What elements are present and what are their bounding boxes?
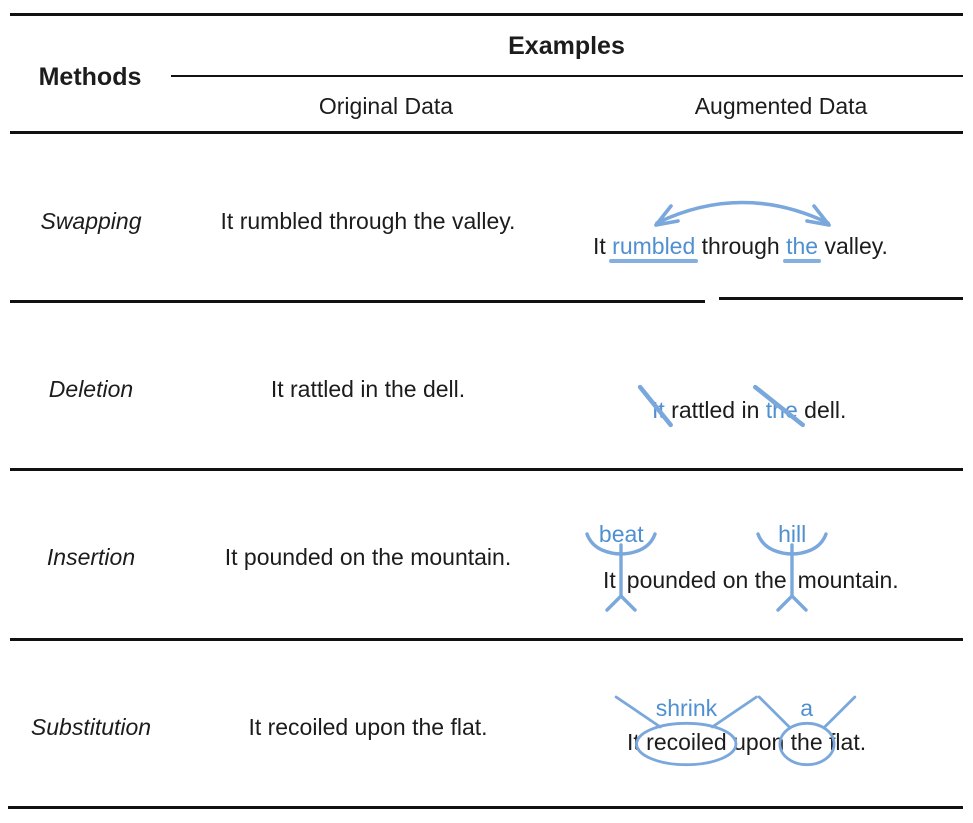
divider-deletion — [10, 468, 963, 471]
augmented-sentence-substitution — [627, 695, 867, 756]
method-label-swapping: Swapping — [40, 208, 142, 234]
strikethrough-icon — [638, 385, 673, 427]
insertion-point — [778, 521, 807, 588]
augmented-insertion-cell — [595, 515, 973, 625]
method-label-substitution: Substitution — [30, 714, 152, 740]
divider-swapping-right — [719, 297, 963, 300]
strikethrough-icon — [752, 385, 806, 427]
augmented-sentence-swapping — [593, 232, 888, 260]
examples-header: Examples — [508, 32, 625, 60]
original-sentence-insertion: It pounded on the mountain. — [224, 544, 512, 570]
examples-underline-rule — [171, 75, 963, 77]
sentence-token: mountain. — [797, 567, 899, 593]
inserted-word: beat — [598, 521, 644, 547]
deleted-word: the — [766, 396, 798, 424]
augmented-data-header: Augmented Data — [694, 93, 868, 119]
bottom-rule — [8, 806, 963, 809]
top-rule — [10, 13, 963, 16]
original-data-header: Original Data — [318, 93, 454, 119]
header-bottom-rule — [10, 131, 963, 134]
sentence-token: valley. — [818, 233, 888, 259]
inserted-word: hill — [778, 521, 807, 547]
original-sentence-substitution: It recoiled upon the flat. — [248, 714, 488, 740]
original-sentence-deletion: It rattled in the dell. — [270, 376, 466, 402]
methods-header: Methods — [38, 63, 142, 91]
method-label-deletion: Deletion — [48, 376, 134, 402]
augmented-deletion-cell — [640, 380, 960, 440]
sentence-token: It — [593, 233, 613, 259]
substituted-word: shrink recoiled — [646, 728, 727, 756]
sentence-token: flat. — [822, 729, 867, 755]
deleted-word: It — [652, 396, 665, 424]
augmented-sentence-deletion — [652, 396, 846, 424]
sentence-token: pounded on the — [626, 567, 787, 593]
augmented-swapping-cell — [585, 180, 965, 280]
substituted-word: a the — [791, 728, 823, 756]
sentence-token: upon — [726, 729, 791, 755]
divider-swapping-left — [10, 300, 705, 303]
sentence-token: It — [603, 567, 616, 593]
replacement-word: shrink — [655, 695, 718, 721]
swapped-word: the — [786, 233, 819, 259]
sentence-token: through — [695, 233, 787, 259]
augmented-sentence-insertion — [598, 521, 899, 594]
augmented-substitution-cell — [615, 690, 973, 785]
replacement-word: a — [800, 695, 814, 721]
original-sentence-swapping: It rumbled through the valley. — [220, 208, 516, 234]
sentence-token: rattled in — [664, 397, 766, 423]
method-label-insertion: Insertion — [46, 544, 136, 570]
sentence-token: It — [627, 729, 647, 755]
swapped-word: rumbled — [612, 233, 696, 259]
divider-insertion — [10, 638, 963, 641]
sentence-token: dell. — [797, 397, 847, 423]
